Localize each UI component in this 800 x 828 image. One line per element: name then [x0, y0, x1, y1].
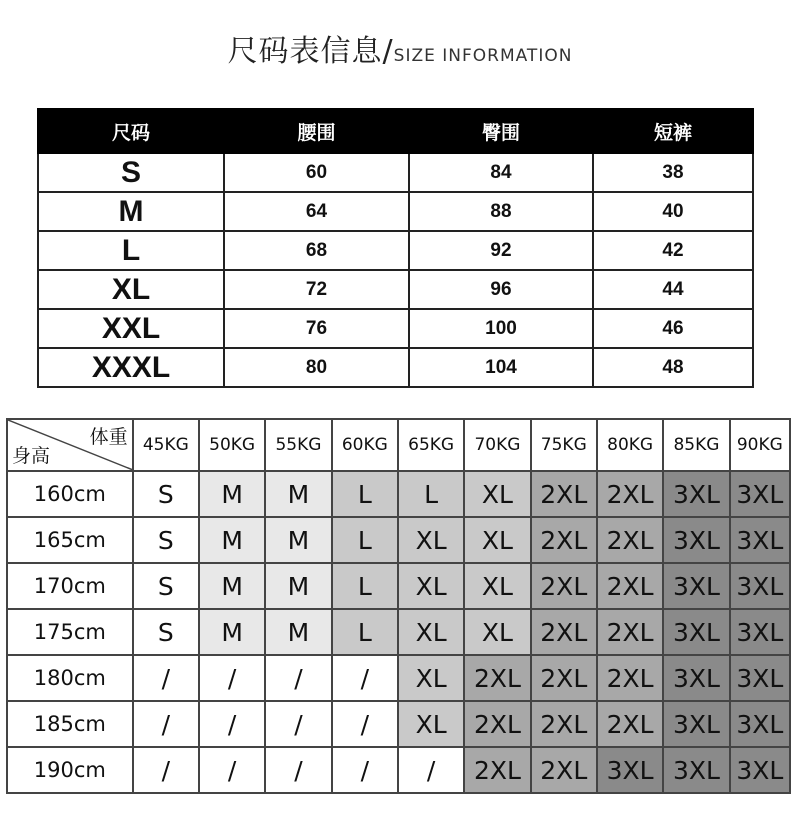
recommendation-header [7, 419, 790, 471]
hip-cell: 104 [409, 348, 593, 387]
recommended-size-cell: / [133, 655, 199, 701]
shorts-cell: 38 [593, 153, 753, 192]
recommended-size-cell: 3XL [730, 563, 790, 609]
size-row [38, 231, 753, 270]
recommended-size-cell: 2XL [597, 609, 663, 655]
shorts-cell: 40 [593, 192, 753, 231]
recommended-size-cell: / [199, 747, 265, 793]
height-cell: 190cm [7, 747, 133, 793]
recommended-size-cell: M [199, 471, 265, 517]
recommended-size-cell: / [133, 701, 199, 747]
recommended-size-cell: 2XL [531, 471, 597, 517]
size-cell: S [38, 153, 224, 192]
waist-cell: 72 [224, 270, 409, 309]
recommended-size-cell: 3XL [597, 747, 663, 793]
waist-cell: 68 [224, 231, 409, 270]
size-cell: L [38, 231, 224, 270]
shorts-cell: 44 [593, 270, 753, 309]
size-cell: XL [38, 270, 224, 309]
height-cell: 180cm [7, 655, 133, 701]
recommended-size-cell: M [265, 471, 331, 517]
height-label: 身高 [12, 445, 51, 467]
waist-cell: 64 [224, 192, 409, 231]
recommended-size-cell: M [265, 563, 331, 609]
recommended-size-cell: 3XL [663, 517, 729, 563]
size-row [38, 153, 753, 192]
recommended-size-cell: / [199, 701, 265, 747]
hip-cell: 92 [409, 231, 593, 270]
recommended-size-cell: XL [398, 517, 464, 563]
recommended-size-cell: M [265, 517, 331, 563]
recommended-size-cell: / [398, 747, 464, 793]
hip-cell: 88 [409, 192, 593, 231]
size-table [37, 108, 754, 388]
header-waist: 腰围 [224, 109, 409, 153]
recommended-size-cell: 3XL [663, 747, 729, 793]
waist-cell: 76 [224, 309, 409, 348]
recommended-size-cell: 3XL [663, 655, 729, 701]
recommended-size-cell: 2XL [531, 563, 597, 609]
size-cell: XXL [38, 309, 224, 348]
recommended-size-cell: / [265, 747, 331, 793]
size-cell: XXXL [38, 348, 224, 387]
weight-header: 75KG [531, 419, 597, 471]
height-cell: 160cm [7, 471, 133, 517]
weight-header: 70KG [464, 419, 530, 471]
recommended-size-cell: 3XL [663, 701, 729, 747]
recommended-size-cell: 3XL [730, 655, 790, 701]
recommended-size-cell: 2XL [531, 655, 597, 701]
size-row [38, 192, 753, 231]
waist-cell: 80 [224, 348, 409, 387]
recommended-size-cell: XL [464, 517, 530, 563]
recommended-size-cell: L [332, 517, 398, 563]
weight-header: 85KG [663, 419, 729, 471]
weight-header: 60KG [332, 419, 398, 471]
weight-header: 90KG [730, 419, 790, 471]
height-cell: 175cm [7, 609, 133, 655]
recommended-size-cell: XL [464, 609, 530, 655]
shorts-cell: 48 [593, 348, 753, 387]
hip-cell: 100 [409, 309, 593, 348]
height-row [7, 747, 790, 793]
height-row [7, 563, 790, 609]
recommended-size-cell: 2XL [464, 701, 530, 747]
recommended-size-cell: 3XL [730, 517, 790, 563]
recommended-size-cell: XL [398, 655, 464, 701]
header-size: 尺码 [38, 109, 224, 153]
recommended-size-cell: S [133, 563, 199, 609]
recommended-size-cell: 2XL [597, 701, 663, 747]
header-hip: 臀围 [409, 109, 593, 153]
recommended-size-cell: 3XL [730, 609, 790, 655]
height-row [7, 517, 790, 563]
recommended-size-cell: 2XL [531, 609, 597, 655]
recommended-size-cell: M [199, 563, 265, 609]
recommended-size-cell: / [133, 747, 199, 793]
height-row [7, 609, 790, 655]
recommended-size-cell: 2XL [531, 747, 597, 793]
weight-header: 80KG [597, 419, 663, 471]
title-en: SIZE INFORMATION [393, 46, 573, 66]
recommended-size-cell: XL [398, 609, 464, 655]
recommended-size-cell: 2XL [597, 517, 663, 563]
recommended-size-cell: / [265, 701, 331, 747]
recommended-size-cell: / [199, 655, 265, 701]
size-row [38, 270, 753, 309]
header-shorts: 短裤 [593, 109, 753, 153]
shorts-cell: 42 [593, 231, 753, 270]
recommended-size-cell: XL [398, 563, 464, 609]
recommended-size-cell: 3XL [663, 563, 729, 609]
title-zh: 尺码表信息/ [227, 34, 394, 69]
recommended-size-cell: M [265, 609, 331, 655]
recommended-size-cell: XL [464, 471, 530, 517]
size-row [38, 348, 753, 387]
page-title [0, 32, 800, 76]
size-row [38, 309, 753, 348]
size-recommendation-table [6, 418, 791, 794]
recommended-size-cell: L [332, 471, 398, 517]
recommended-size-cell: 3XL [663, 609, 729, 655]
recommended-size-cell: XL [398, 701, 464, 747]
recommended-size-cell: 2XL [531, 701, 597, 747]
recommended-size-cell: S [133, 471, 199, 517]
recommended-size-cell: L [332, 563, 398, 609]
recommended-size-cell: 2XL [464, 747, 530, 793]
weight-header: 65KG [398, 419, 464, 471]
recommended-size-cell: 2XL [597, 655, 663, 701]
weight-header: 50KG [199, 419, 265, 471]
recommended-size-cell: S [133, 517, 199, 563]
height-row [7, 655, 790, 701]
height-cell: 170cm [7, 563, 133, 609]
height-cell: 185cm [7, 701, 133, 747]
recommended-size-cell: M [199, 517, 265, 563]
recommended-size-cell: / [332, 655, 398, 701]
height-row [7, 701, 790, 747]
waist-cell: 60 [224, 153, 409, 192]
recommended-size-cell: 3XL [730, 471, 790, 517]
weight-header: 45KG [133, 419, 199, 471]
recommended-size-cell: / [265, 655, 331, 701]
recommended-size-cell: L [398, 471, 464, 517]
weight-label: 体重 [89, 426, 128, 448]
recommended-size-cell: 2XL [531, 517, 597, 563]
recommended-size-cell: 2XL [597, 471, 663, 517]
weight-header: 55KG [265, 419, 331, 471]
recommended-size-cell: 2XL [464, 655, 530, 701]
recommended-size-cell: 3XL [663, 471, 729, 517]
height-cell: 165cm [7, 517, 133, 563]
height-row [7, 471, 790, 517]
corner-cell [7, 419, 133, 471]
size-table-header [38, 109, 753, 153]
size-cell: M [38, 192, 224, 231]
shorts-cell: 46 [593, 309, 753, 348]
recommended-size-cell: / [332, 701, 398, 747]
recommended-size-cell: M [199, 609, 265, 655]
recommended-size-cell: XL [464, 563, 530, 609]
recommended-size-cell: / [332, 747, 398, 793]
hip-cell: 96 [409, 270, 593, 309]
recommended-size-cell: 2XL [597, 563, 663, 609]
hip-cell: 84 [409, 153, 593, 192]
recommended-size-cell: S [133, 609, 199, 655]
recommended-size-cell: 3XL [730, 747, 790, 793]
recommended-size-cell: 3XL [730, 701, 790, 747]
recommended-size-cell: L [332, 609, 398, 655]
